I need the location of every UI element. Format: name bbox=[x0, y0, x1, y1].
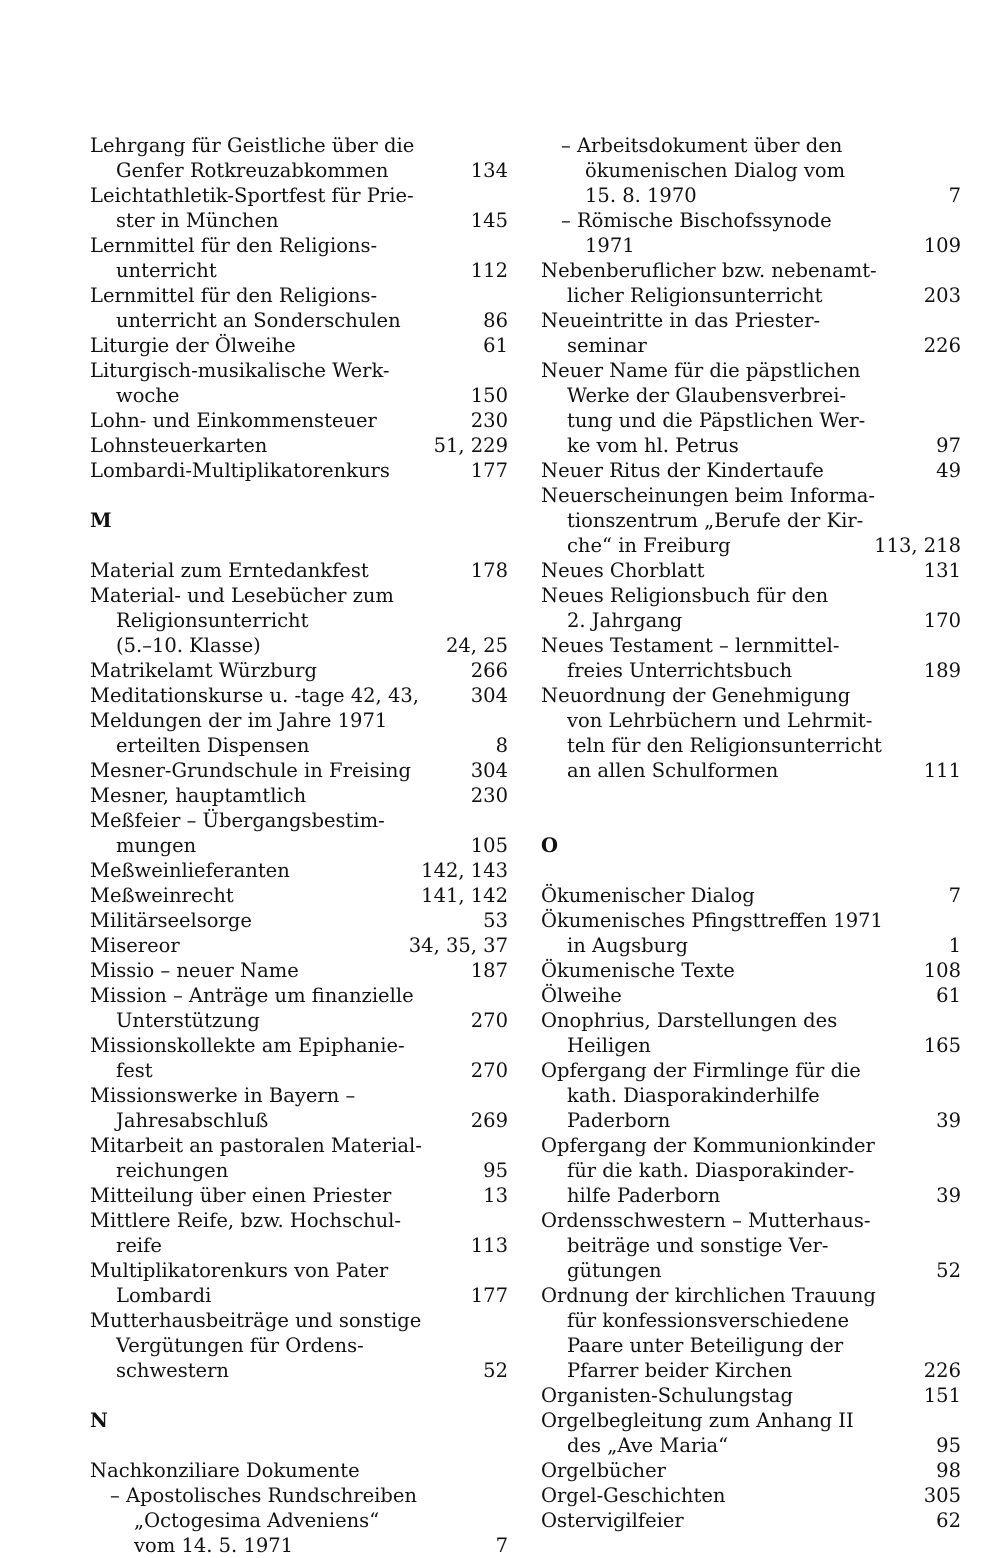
index-line: Unterstützung 270 bbox=[116, 1009, 508, 1032]
index-line: ke vom hl. Petrus 97 bbox=[567, 434, 961, 457]
index-line: 1971 109 bbox=[585, 234, 961, 257]
index-line: Multiplikatorenkurs von Pater bbox=[90, 1259, 389, 1282]
index-line: mungen 105 bbox=[116, 834, 508, 857]
index-line: Missio – neuer Name 187 bbox=[90, 959, 508, 982]
index-line: Meditationskurse u. -tage 42, 43, 304 bbox=[90, 684, 508, 707]
index-line: Neueintritte in das Priester- bbox=[541, 309, 821, 332]
index-line: schwestern 52 bbox=[116, 1359, 508, 1382]
index-line: reife 113 bbox=[116, 1234, 508, 1257]
index-line: Orgelbücher 98 bbox=[541, 1459, 961, 1482]
index-line: reichungen 95 bbox=[116, 1159, 508, 1182]
index-line: Liturgisch-musikalische Werk- bbox=[90, 359, 390, 382]
index-line: Mesner, hauptamtlich 230 bbox=[90, 784, 508, 807]
index-line: Orgel-Geschichten 305 bbox=[541, 1484, 961, 1507]
index-line: Paderborn 39 bbox=[567, 1109, 961, 1132]
index-line: licher Religionsunterricht 203 bbox=[567, 284, 961, 307]
index-line: Opfergang der Firmlinge für die bbox=[541, 1059, 861, 1082]
index-line: (5.–10. Klasse) 24, 25 bbox=[116, 634, 508, 657]
index-line: Lombardi-Multiplikatorenkurs 177 bbox=[90, 459, 508, 482]
index-line: gütungen 52 bbox=[567, 1259, 961, 1282]
index-line: Orgelbegleitung zum Anhang II bbox=[541, 1409, 854, 1432]
index-line: vom 14. 5. 1971 7 bbox=[134, 1534, 508, 1557]
section-letter-m: M bbox=[90, 509, 112, 532]
index-line: Material zum Erntedankfest 178 bbox=[90, 559, 508, 582]
index-line: Werke der Glaubensverbrei- bbox=[567, 384, 847, 407]
index-line: Militärseelsorge 53 bbox=[90, 909, 508, 932]
index-line: Genfer Rotkreuzabkommen 134 bbox=[116, 159, 508, 182]
index-line: des „Ave Maria“ 95 bbox=[567, 1434, 961, 1457]
index-line: Liturgie der Ölweihe 61 bbox=[90, 334, 508, 357]
index-line: 2. Jahrgang 170 bbox=[567, 609, 961, 632]
index-line: Matrikelamt Würzburg 266 bbox=[90, 659, 508, 682]
spacer bbox=[541, 783, 961, 833]
index-line: ökumenischen Dialog vom bbox=[585, 159, 846, 182]
index-line: von Lehrbüchern und Lehrmit- bbox=[567, 709, 873, 732]
index-line: – Arbeitsdokument über den bbox=[561, 134, 843, 157]
index-line: che“ in Freiburg 113, 218 bbox=[567, 534, 961, 557]
index-line: Lernmittel für den Religions- bbox=[90, 234, 378, 257]
index-line: Pfarrer beider Kirchen 226 bbox=[567, 1359, 961, 1382]
index-line: Meldungen der im Jahre 1971 bbox=[90, 709, 388, 732]
index-line: Ordnung der kirchlichen Trauung bbox=[541, 1284, 876, 1307]
index-line: für konfessionsverschiedene bbox=[567, 1309, 849, 1332]
index-line: Ordensschwestern – Mutterhaus- bbox=[541, 1209, 871, 1232]
index-line: Mesner-Grundschule in Freising 304 bbox=[90, 759, 508, 782]
index-line: Misereor 34, 35, 37 bbox=[90, 934, 508, 957]
index-line: Ostervigilfeier 62 bbox=[541, 1509, 961, 1532]
index-line: Ökumenische Texte 108 bbox=[541, 959, 961, 982]
spacer bbox=[90, 1433, 508, 1458]
index-line: Vergütungen für Ordens- bbox=[116, 1334, 364, 1357]
index-line: Neues Chorblatt 131 bbox=[541, 559, 961, 582]
index-line: Organisten-Schulungstag 151 bbox=[541, 1384, 961, 1407]
index-line: Lohn- und Einkommensteuer 230 bbox=[90, 409, 508, 432]
index-line: Paare unter Beteiligung der bbox=[567, 1334, 844, 1357]
index-line: – Apostolisches Rundschreiben bbox=[110, 1484, 417, 1507]
index-line: Leichtathletik-Sportfest für Prie- bbox=[90, 184, 414, 207]
index-line: Meßweinrecht 141, 142 bbox=[90, 884, 508, 907]
right-column bbox=[541, 133, 961, 1533]
spacer bbox=[90, 1383, 508, 1408]
index-line: für die kath. Diasporakinder- bbox=[567, 1159, 855, 1182]
index-line: kath. Diasporakinderhilfe bbox=[567, 1084, 820, 1107]
index-line: Neues Religionsbuch für den bbox=[541, 584, 829, 607]
index-line: Mitteilung über einen Priester 13 bbox=[90, 1184, 508, 1207]
index-line: Jahresabschluß 269 bbox=[116, 1109, 508, 1132]
index-line: Neuordnung der Genehmigung bbox=[541, 684, 851, 707]
index-line: Mission – Anträge um finanzielle bbox=[90, 984, 414, 1007]
index-line: Neuerscheinungen beim Informa- bbox=[541, 484, 875, 507]
index-line: erteilten Dispensen 8 bbox=[116, 734, 508, 757]
section-letter-n: N bbox=[90, 1409, 108, 1432]
index-line: Lernmittel für den Religions- bbox=[90, 284, 378, 307]
index-line: Lohnsteuerkarten 51, 229 bbox=[90, 434, 508, 457]
index-line: Missionswerke in Bayern – bbox=[90, 1084, 356, 1107]
index-line: Ökumenisches Pfingsttreffen 1971 bbox=[541, 909, 883, 932]
index-line: teln für den Religionsunterricht bbox=[567, 734, 882, 757]
index-line: Neuer Name für die päpstlichen bbox=[541, 359, 861, 382]
index-line: Neues Testament – lernmittel- bbox=[541, 634, 840, 657]
index-line: Ölweihe 61 bbox=[541, 984, 961, 1007]
index-line: Mitarbeit an pastoralen Material- bbox=[90, 1134, 422, 1157]
index-line: Mittlere Reife, bzw. Hochschul- bbox=[90, 1209, 401, 1232]
index-line: beiträge und sonstige Ver- bbox=[567, 1234, 829, 1257]
index-line: Material- und Lesebücher zum bbox=[90, 584, 394, 607]
index-line: Lombardi 177 bbox=[116, 1284, 508, 1307]
index-line: Opfergang der Kommunionkinder bbox=[541, 1134, 875, 1157]
index-line: Nachkonziliare Dokumente bbox=[90, 1459, 360, 1482]
index-line: woche 150 bbox=[116, 384, 508, 407]
index-line: unterricht an Sonderschulen 86 bbox=[116, 309, 508, 332]
index-line: Onophrius, Darstellungen des bbox=[541, 1009, 838, 1032]
section-letter-o: O bbox=[541, 834, 558, 857]
spacer bbox=[90, 483, 508, 508]
index-line: Lehrgang für Geistliche über die bbox=[90, 134, 415, 157]
spacer bbox=[541, 858, 961, 883]
spacer bbox=[90, 533, 508, 558]
index-line: Meßweinlieferanten 142, 143 bbox=[90, 859, 508, 882]
index-line: 15. 8. 1970 7 bbox=[585, 184, 961, 207]
left-column bbox=[90, 133, 508, 1558]
index-line: freies Unterrichtsbuch 189 bbox=[567, 659, 961, 682]
index-line: Religionsunterricht bbox=[116, 609, 309, 632]
index-line: Missionskollekte am Epiphanie- bbox=[90, 1034, 405, 1057]
index-line: hilfe Paderborn 39 bbox=[567, 1184, 961, 1207]
index-line: tionszentrum „Berufe der Kir- bbox=[567, 509, 864, 532]
index-line: Nebenberuflicher bzw. nebenamt- bbox=[541, 259, 877, 282]
index-line: an allen Schulformen 111 bbox=[567, 759, 961, 782]
index-line: Neuer Ritus der Kindertaufe 49 bbox=[541, 459, 961, 482]
index-line: seminar 226 bbox=[567, 334, 961, 357]
index-line: Heiligen 165 bbox=[567, 1034, 961, 1057]
index-line: Ökumenischer Dialog 7 bbox=[541, 884, 961, 907]
index-line: tung und die Päpstlichen Wer- bbox=[567, 409, 866, 432]
index-line: ster in München 145 bbox=[116, 209, 508, 232]
index-line: fest 270 bbox=[116, 1059, 508, 1082]
index-line: „Octogesima Adveniens“ bbox=[134, 1509, 380, 1532]
index-line: unterricht 112 bbox=[116, 259, 508, 282]
index-line: in Augsburg 1 bbox=[567, 934, 961, 957]
index-line: Meßfeier – Übergangsbestim- bbox=[90, 809, 385, 832]
index-line: Mutterhausbeiträge und sonstige bbox=[90, 1309, 422, 1332]
index-line: – Römische Bischofssynode bbox=[561, 209, 832, 232]
